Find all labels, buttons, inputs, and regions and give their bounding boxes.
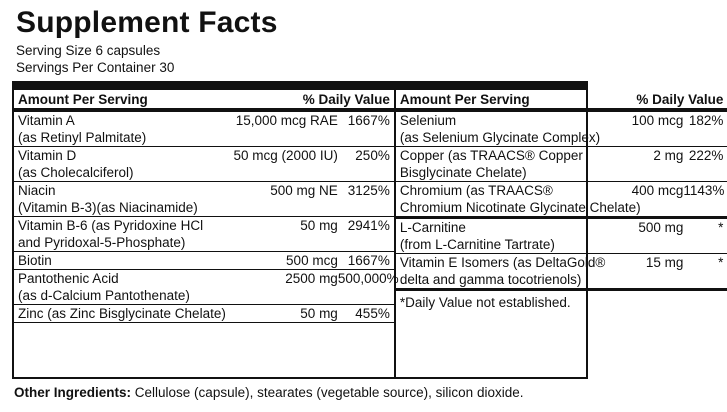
nutrient-source: (Vitamin B-3)(as Niacinamide) xyxy=(18,200,198,215)
nutrient-name: Vitamin B-6 (as Pyridoxine HCl xyxy=(18,218,204,233)
column-header xyxy=(14,90,394,112)
nutrient-row xyxy=(396,112,727,147)
nutrient-row xyxy=(14,147,394,182)
nutrient-row xyxy=(14,252,394,270)
nutrient-amount: 500 mg xyxy=(638,220,684,235)
nutrient-name: Niacin xyxy=(18,183,56,198)
nutrient-source: Bisglycinate Chelate) xyxy=(399,165,527,180)
nutrient-row xyxy=(14,270,399,305)
nutrient-daily-value: 250% xyxy=(355,148,390,163)
amount-per-serving-header: Amount Per Serving xyxy=(18,91,148,107)
servings-per-container: Servings Per Container 30 xyxy=(16,60,175,75)
nutrient-daily-value: 455% xyxy=(355,306,390,321)
nutrient-source: (as Retinyl Palmitate) xyxy=(18,130,147,145)
nutrient-row xyxy=(396,147,727,182)
nutrient-source: (as Selenium Glycinate Complex) xyxy=(399,130,601,145)
nutrient-name: Vitamin D xyxy=(18,148,77,163)
nutrient-daily-value: 222% xyxy=(688,148,724,163)
amount-per-serving-header: Amount Per Serving xyxy=(399,91,530,107)
nutrient-daily-value: * xyxy=(718,255,724,270)
facts-column-right xyxy=(396,90,727,377)
nutrient-source: (as Cholecalciferol) xyxy=(18,165,134,180)
facts-table xyxy=(12,81,725,379)
nutrient-name: Vitamin A xyxy=(18,113,75,128)
other-ingredients-text: Cellulose (capsule), stearates (vegetable source), silicon dioxide. xyxy=(134,385,524,400)
footnote: *Daily Value not established. xyxy=(399,295,571,310)
daily-value-header: % Daily Value xyxy=(636,91,724,107)
nutrient-name: Selenium xyxy=(399,113,457,128)
daily-value-header: % Daily Value xyxy=(302,91,390,107)
nutrient-source: (as d-Calcium Pantothenate) xyxy=(18,288,190,303)
page-title: Supplement Facts xyxy=(16,6,278,39)
other-ingredients xyxy=(14,384,523,401)
nutrient-name: Chromium (as TRAACS® xyxy=(399,183,553,198)
nutrient-amount: 50 mg xyxy=(300,218,338,233)
nutrient-amount: 100 mcg xyxy=(631,113,684,128)
nutrient-source: delta and gamma tocotrienols) xyxy=(399,272,582,287)
nutrient-source: Chromium Nicotinate Glycinate Chelate) xyxy=(399,200,641,215)
other-ingredients-label: Other Ingredients: xyxy=(14,385,132,400)
nutrient-daily-value: 500,000% xyxy=(337,271,399,286)
nutrient-name: Biotin xyxy=(18,253,52,268)
nutrient-amount: 500 mcg xyxy=(286,253,338,268)
nutrient-name: Copper (as TRAACS® Copper xyxy=(399,148,583,163)
nutrient-daily-value: * xyxy=(718,220,724,235)
nutrient-amount: 400 mcg xyxy=(631,183,684,198)
nutrient-name: L-Carnitine xyxy=(399,220,466,235)
nutrient-row xyxy=(14,217,394,252)
nutrient-row xyxy=(14,182,394,217)
nutrient-daily-value: 2941% xyxy=(347,218,390,233)
nutrient-amount: 500 mg NE xyxy=(270,183,338,198)
nutrient-name: Zinc (as Zinc Bisglycinate Chelate) xyxy=(18,306,226,321)
nutrient-name: Vitamin E Isomers (as DeltaGold® xyxy=(399,255,606,270)
nutrient-daily-value: 1667% xyxy=(347,113,390,128)
facts-column-left xyxy=(14,90,399,377)
serving-size: Serving Size 6 capsules xyxy=(16,43,161,58)
nutrient-daily-value: 1143% xyxy=(683,183,725,198)
nutrient-daily-value: 1667% xyxy=(347,253,390,268)
nutrient-row xyxy=(14,112,394,147)
nutrient-row xyxy=(396,182,727,219)
nutrient-source: (from L-Carnitine Tartrate) xyxy=(399,237,555,252)
nutrient-amount: 2 mg xyxy=(653,148,684,163)
nutrient-amount: 15 mg xyxy=(645,255,684,270)
nutrient-row xyxy=(14,305,394,323)
nutrient-amount: 50 mcg (2000 IU) xyxy=(233,148,338,163)
nutrient-amount: 2500 mg xyxy=(285,271,338,286)
nutrient-row xyxy=(396,219,727,254)
nutrient-daily-value: 182% xyxy=(688,113,724,128)
nutrient-name: Pantothenic Acid xyxy=(18,271,119,286)
column-header xyxy=(396,90,727,112)
nutrient-amount: 15,000 mcg RAE xyxy=(235,113,338,128)
nutrient-row xyxy=(396,254,727,291)
nutrient-daily-value: 3125% xyxy=(347,183,390,198)
nutrient-amount: 50 mg xyxy=(300,306,338,321)
nutrient-source: and Pyridoxal-5-Phosphate) xyxy=(18,235,186,250)
